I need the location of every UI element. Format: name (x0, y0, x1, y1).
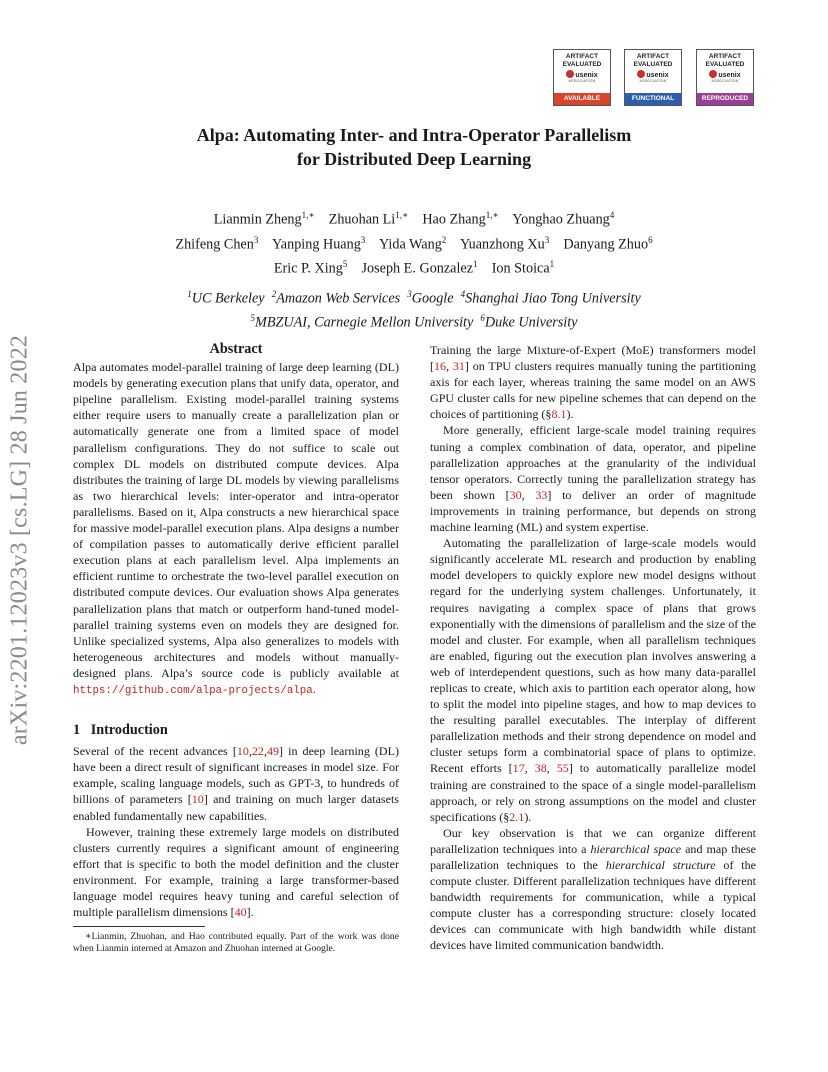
author-row (0, 254, 828, 279)
affil-sup: 6 (480, 312, 485, 323)
badge-assoc: ASSOCIATION (568, 79, 596, 83)
author-sup: 2 (441, 234, 447, 245)
abstract-text (73, 359, 399, 699)
author-row (0, 230, 828, 255)
badge-functional (624, 49, 682, 106)
badge-available (553, 49, 611, 106)
badge-line2: EVALUATED (633, 60, 673, 68)
section-title: Introduction (90, 722, 168, 739)
citation-link[interactable]: 22 (251, 744, 264, 759)
badge-label: FUNCTIONAL (625, 93, 681, 105)
intro-paragraph-1: Several of the recent advances [10,22,49] in deep learning (DL) have been a direct result of significant increases in model size. For example, scaling language models, such as GPT-3, to hundreds of billions of parameters [10] and training on much larger datasets enabled fundamentally new capabilities. (73, 744, 399, 823)
title-line1: Alpa: Automating Inter- and Intra-Operator Parallelism (196, 125, 632, 145)
author-name: Danyang Zhuo (563, 236, 649, 253)
author-list (0, 205, 828, 279)
abstract-url-tail: . (312, 681, 316, 696)
badge-line2: EVALUATED (562, 60, 602, 68)
section-number: 1 (73, 722, 81, 739)
badge-line2: EVALUATED (705, 60, 745, 68)
affil-sup: 4 (460, 289, 466, 299)
abstract-heading: Abstract (209, 341, 263, 357)
author-sup: 1 (473, 259, 478, 270)
author-name: Yuanzhong Xu (459, 236, 545, 253)
citation-link[interactable]: 40 (234, 905, 247, 920)
footnote: ∗Lianmin, Zhuohan, and Hao contributed equally. Part of the work was done when Lianmin interned at Amazon and Zhuohan interned at Google. (73, 931, 399, 955)
author-sup: 1,∗ (301, 210, 315, 220)
author-name: Eric P. Xing (273, 261, 343, 278)
affil-name: Google (411, 290, 454, 307)
emphasis: hierarchical space (590, 841, 682, 856)
right-paragraph-2: More generally, efficient large-scale model training requires tuning a complex combination of data, operator, and pipeline parallelization approaches at the granularity of the individual tensor operators. Correctly tuning the parallelization strategy has been shown [30, 33] to deliver an order of magnitude improvements in training performance, but depends on strong machine learning (ML) and system expertise. (430, 423, 757, 535)
right-paragraph-3: Automating the parallelization of large-scale models would significantly accelerate ML research and production by enabling model developers to quickly explore new model designs without regard for the underlying system challenges. Unfortunately, it requires navigating a complex space of plans that grows exponentially with the dimensions of parallelism and the size of the model and cluster. For example, when all parallelism techniques are enabled, figuring out the execution plan involves answering a web of interdependent questions, such as how many data-parallel replicas to create, which axis to partition each operator along, how to split the model into pipeline stages, and how to map devices to the resulting parallel executables. The interplay of different parallelization methods and their strong dependence on model and cluster setups form a combinatorial space of plans to optimize. Recent efforts [17, 38, 55] to automatically parallelize model training are constrained to the space of a single model-parallelism approach, or rely on strong assumptions on the model and cluster specifications (§2.1). (430, 536, 756, 824)
right-paragraph-4: Our key observation is that we can organize different parallelization techniques into a hierarchical space and map these parallelization techniques to the hierarchical structure of the compute cluster. Different parallelization techniques have different bandwidth requirements for communication, while a typical compute cluster has a corresponding structure: closely located devices can communicate with high bandwidth while distant devices have limited communication bandwidth. (430, 825, 756, 953)
author-name: Zhuohan Li (328, 211, 396, 228)
author-name: Yida Wang (378, 236, 442, 253)
affiliation-row (0, 285, 828, 309)
affiliation-row (0, 309, 828, 333)
affiliations (0, 285, 828, 332)
citation-link[interactable]: 38 (534, 761, 547, 776)
badge-label: AVAILABLE (554, 93, 610, 105)
section-ref-link[interactable]: 2.1 (509, 809, 525, 824)
usenix-logo-icon: usenix (625, 70, 681, 79)
affil-sup: 5 (250, 312, 255, 323)
author-sup: 1 (549, 259, 555, 270)
affil-sup: 1 (187, 289, 192, 299)
arxiv-stamp-text: arXiv:2201.12023v3 [cs.LG] 28 Jun 2022 (6, 334, 33, 746)
affil-name: MBZUAI, Carnegie Mellon University (255, 314, 474, 331)
affil-name: Shanghai Jiao Tong University (465, 290, 641, 307)
author-sup: 3 (253, 234, 259, 245)
badge-line1: ARTIFACT (708, 53, 742, 60)
title-line2: for Distributed Deep Learning (296, 149, 532, 169)
right-paragraph-1: Training the large Mixture-of-Expert (MoE) transformers model [16, 31] on TPU clusters requires manually tuning the partitioning axis for each layer, whereas training the same model on an AWS GPU cluster calls for new pipeline schemes that can depend on the choices of partitioning (§8.1). (430, 343, 756, 422)
right-column (430, 342, 756, 954)
left-column (73, 341, 399, 956)
author-name: Yanping Huang (271, 236, 361, 253)
citation-link[interactable]: 33 (535, 487, 548, 502)
author-sup: 5 (342, 259, 348, 270)
author-sup: 1,∗ (485, 210, 499, 220)
citation-link[interactable]: 10 (191, 792, 204, 807)
section-ref-link[interactable]: 8.1 (551, 407, 567, 422)
author-name: Zhifeng Chen (175, 236, 254, 253)
author-name: Joseph E. Gonzalez (361, 261, 474, 278)
citation-link[interactable]: 31 (452, 359, 465, 374)
emphasis: hierarchical structure (605, 858, 716, 872)
author-name: Ion Stoica (491, 261, 550, 278)
citation-link[interactable]: 55 (556, 761, 569, 776)
author-name: Yonghao Zhuang (512, 211, 610, 228)
badge-label: REPRODUCED (697, 93, 753, 105)
badge-reproduced (696, 49, 754, 106)
author-name: Hao Zhang (422, 211, 486, 228)
affil-name: Amazon Web Services (276, 290, 401, 307)
usenix-logo-icon: usenix (554, 70, 610, 79)
affil-sup: 2 (271, 289, 277, 299)
citation-link[interactable]: 16 (434, 359, 447, 374)
footnote-rule (73, 926, 205, 927)
affil-sup: 3 (407, 289, 412, 299)
affil-name: Duke University (484, 314, 578, 331)
citation-link[interactable]: 49 (266, 744, 280, 759)
affil-name: UC Berkeley (191, 290, 265, 307)
citation-link[interactable]: 10 (236, 744, 249, 759)
badge-line1: ARTIFACT (636, 53, 670, 60)
paper-title (0, 123, 828, 171)
section-heading-introduction (73, 722, 399, 738)
author-sup: 6 (648, 234, 653, 245)
author-sup: 1,∗ (395, 210, 409, 220)
author-sup: 4 (609, 210, 615, 220)
usenix-logo-icon: usenix (697, 70, 753, 79)
citation-link[interactable]: 30 (509, 487, 522, 502)
source-code-link[interactable]: https://github.com/alpa-projects/alpa (73, 684, 313, 697)
author-sup: 3 (360, 234, 366, 245)
author-row (0, 205, 828, 230)
author-name: Lianmin Zheng (213, 211, 302, 228)
intro-paragraph-2: However, training these extremely large models on distributed clusters currently requires a significant amount of engineering effort that is specific to both the model definition and the cluster environment. For example, training a large transformer-based language model requires heavy tuning and careful selection of multiple parallelism dimensions [40]. (73, 824, 399, 920)
abstract-body: Alpa automates model-parallel training of large deep learning (DL) models by generating execution plans that unify data, operator, and pipeline parallelism. Existing model-parallel training systems either require users to manually create a parallelization plan or automatically generate one from a limited space of model parallelism configurations. They do not suffice to scale out complex DL models on distributed compute devices. Alpa distributes the training of large DL models by viewing parallelisms as two hierarchical levels: inter-operator and intra-operator parallelisms. Based on it, Alpa constructs a new hierarchical space for massive model-parallel execution plans. Alpa designs a number of compilation passes to automatically derive efficient parallel execution plans at each parallelism level. Alpa implements an efficient runtime to orchestrate the two-level parallel execution on distributed compute devices. Our evaluation shows Alpa generates parallelization plans that match or outperform hand-tuned model-parallel training systems even on models they are designed for. Unlike specialized systems, Alpa also generalizes to models with heterogeneous architectures and models without manually-designed plans. Alpa’s source code is publicly available at (73, 360, 399, 680)
citation-link[interactable]: 17 (512, 761, 525, 776)
badge-line1: ARTIFACT (565, 53, 599, 60)
badge-assoc: ASSOCIATION (639, 79, 667, 83)
badge-assoc: ASSOCIATION (711, 79, 739, 83)
author-sup: 3 (544, 234, 550, 245)
